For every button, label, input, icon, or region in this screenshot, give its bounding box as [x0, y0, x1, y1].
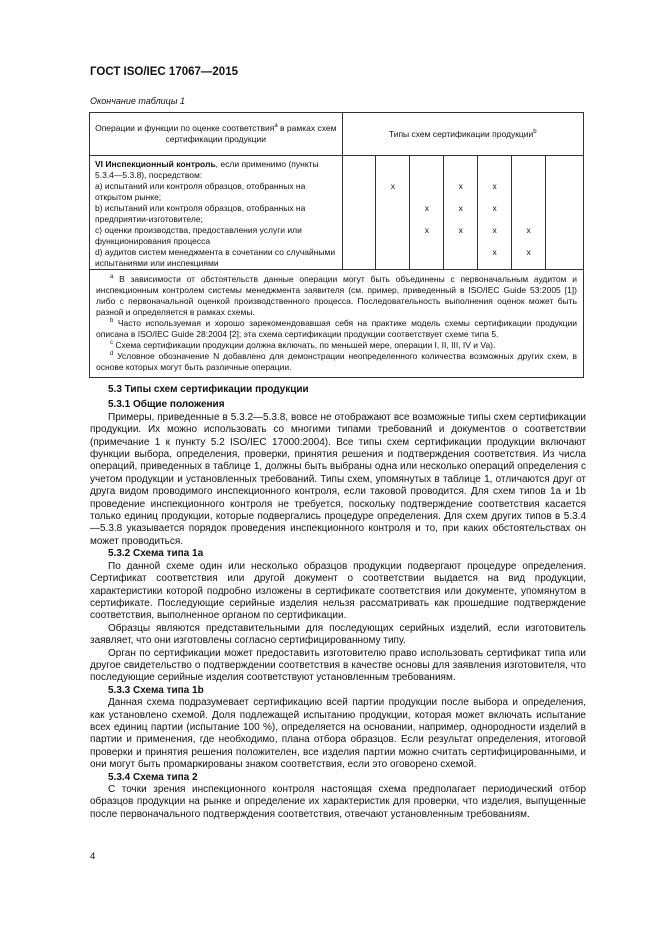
table-note: $^c$ Схема сертификации продукции должна включать, по меньшей мере, операции I, II, III, IV и Va).: [110, 340, 496, 350]
table-notes-row: [90, 270, 584, 378]
section-heading: 5.3.3 Схема типа 1b: [108, 684, 204, 696]
paragraph: Данная схема подразумевает сертификацию всей партии продукции после выбора и определения, как установлено схемой. Доля подлежащей испытанию продукции, которая может включать испытание всех единиц партии (испытание 100 %), определяется на основании, например, однородности изделий в партии и применения, где необходимо, плана отбора образцов. Если результат определения, итоговой проверки и принятия решения положителен, все изделия партии можно считать сертифицированными, и они могут быть промаркированы знаком соответствия, если это оговорено схемой.: [90, 697, 586, 771]
table-note: $^b$ Часто используемая и хорошо зарекомендовавшая себя на практике модель схемы сертификации продукции описана в ISO/IEC Guide 28:2004 [2]; эта схема сертификации продукции соответствует схеме типа 5.: [96, 318, 577, 339]
mark-col-3: [410, 156, 444, 270]
mark: x: [492, 225, 497, 235]
section-body: [90, 384, 586, 821]
table-note: $^d$ Условное обозначение N добавлено для демонстрации неопределенного количества возможных других схем, в основе которых могут быть различные операции.: [96, 351, 577, 372]
mark: x: [492, 181, 497, 191]
row-inspection-text: VI Инспекционный контроль, если применимо (пункты 5.3.4—5.3.8), посредством: a) испытаний или контроля образцов, отобранных на открытом рынке; b) испытаний или контроля образцов, отобранных на предприятии-изготовителе; c) оценки производства, предоставления услуги или функционирования процесса d) аудитов систем менеджмента в сочетании со случайными испытаниями или инспекциями: [90, 156, 343, 270]
list-item: c) оценки производства, предоставления услуги или функционирования процесса: [95, 225, 302, 246]
paragraph: Образцы являются представительными для последующих серийных изделий, если изготовитель заявляет, что они изготовлены согласно сертифицированному типу.: [90, 622, 586, 647]
mark: x: [526, 225, 531, 235]
mark-col-4: [444, 156, 478, 270]
mark-col-2: [376, 156, 410, 270]
header-operations: Операции и функции по оценке соответствия$^a$ в рамках схем сертификации продукции: [90, 113, 343, 156]
mark: x: [424, 203, 429, 213]
mark: x: [458, 203, 463, 213]
paragraph: Примеры, приведенные в 5.3.2—5.3.8, вовсе не отображают все возможные типы схем сертификации продукции. Их можно использовать со многими типами требований и документов о соответствии (примечание 1 к пункту 5.2 ISO/IEC 17000:2004). Все типы схем сертификации продукции включают функции выбора, определения, проверки, принятия решения и подтверждения соответствия. Из числа операций, приведенных в таблице 1, должны быть выбраны одна или несколько операций определения с учетом продукции и установленных требований. Типы схем, упомянутых в таблице 1, отличаются друг от друга видом проводимого инспекционного контроля, если таковой проводится. Для схем типов 1a и 1b проведение инспекционного контроля не требуется, поскольку подтверждение соответствия касается только единиц продукции, которые подвергались процедуре определения. Для схем других типов в 5.3.4—5.3.8 указывается порядок проведения инспекционного контроля и то, при каких обстоятельствах он может проводиться.: [90, 411, 586, 547]
list-item: a) испытаний или контроля образцов, отобранных на открытом рынке;: [95, 181, 306, 202]
section-heading: 5.3.1 Общие положения: [108, 399, 225, 411]
table-caption: Окончание таблицы 1: [90, 96, 185, 106]
mark: x: [458, 181, 463, 191]
mark: x: [492, 247, 497, 257]
table-note: $^a$ В зависимости от обстоятельств данные операции могут быть объединены с первоначальным аудитом и инспекционным контролем системы менеджмента заявителя (см. пример, приведенный в ISO/IEC Guide 53:2005 [1]) либо с первоначальной оценкой производственного процесса. Последовательность выполнения оценок может быть разной и определяется в рамках схемы.: [96, 274, 577, 317]
page-number: 4: [90, 851, 96, 862]
table-notes: [90, 270, 584, 378]
certification-table: [89, 112, 584, 378]
header-scheme-types: Типы схем сертификации продукции$^b$: [342, 113, 583, 156]
section-heading: 5.3 Типы схем сертификации продукции: [108, 384, 309, 395]
mark-col-7: [546, 156, 584, 270]
table-row: [90, 156, 584, 270]
document-header: ГОСТ ISO/IEC 17067—2015: [90, 66, 238, 78]
section-heading: 5.3.4 Схема типа 2: [108, 771, 198, 783]
list-item: d) аудитов систем менеджмента в сочетании со случайными испытаниями или инспекциями: [95, 247, 336, 268]
mark-col-5: [478, 156, 512, 270]
paragraph: По данной схеме один или несколько образцов продукции подвергают процедуре определения. Сертификат соответствия или другой документ о соответствии выдается на вид продукции, характеристики которой подробно изложены в сертификате соответствия или документе, упомянутом в сертификате. Последующие серийные изделия нельзя рассматривать как прошедшие подтверждение соответствия, выполненное органом по сертификации.: [90, 560, 586, 622]
mark: x: [492, 203, 497, 213]
list-item: b) испытаний или контроля образцов, отобранных на предприятии-изготовителе;: [95, 203, 306, 224]
mark: x: [458, 225, 463, 235]
mark-col-1: [342, 156, 376, 270]
mark: x: [526, 247, 531, 257]
paragraph: С точки зрения инспекционного контроля настоящая схема предполагает периодический отбор образцов продукции на рынке и определение их характеристик для проверки, что изделия, выпущенные после первоначального подтверждения соответствия, отвечают установленным требованиям.: [90, 784, 586, 820]
section-heading: 5.3.2 Схема типа 1a: [108, 548, 204, 560]
mark: x: [424, 225, 429, 235]
paragraph: Орган по сертификации может предоставить изготовителю право использовать сертификат типа или другое свидетельство о подтверждении соответствия в качестве основы для заявления изготовителя, что последующие серийные изделия соответствуют установленным требованиям.: [90, 647, 586, 684]
table-header-row: [90, 113, 584, 156]
mark: x: [390, 181, 396, 191]
mark-col-6: [512, 156, 546, 270]
